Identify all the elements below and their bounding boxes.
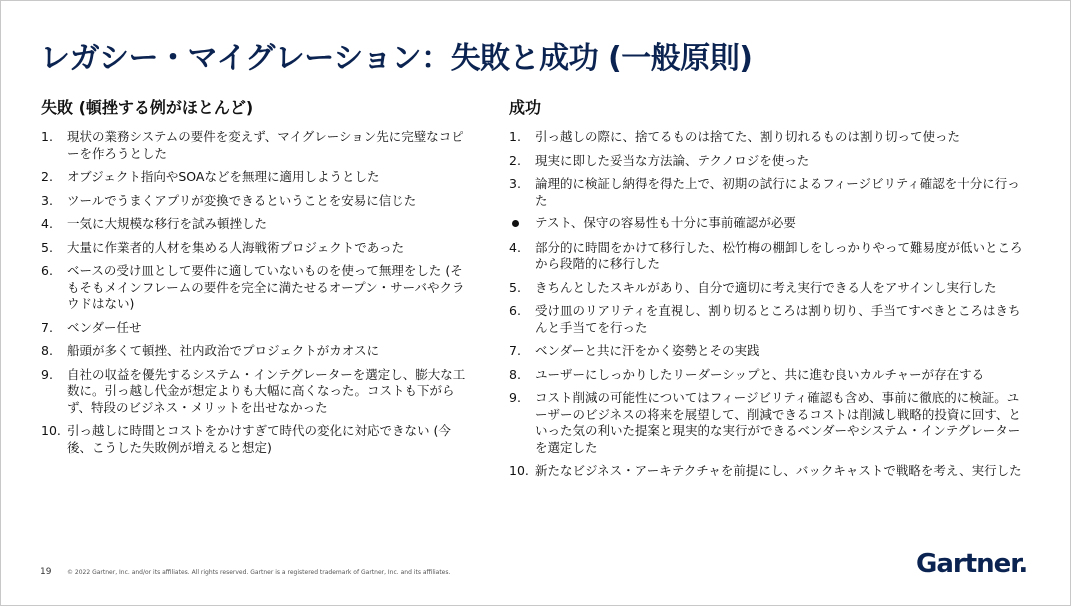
item-text: 船頭が多くて頓挫、社内政治でプロジェクトがカオスに bbox=[67, 343, 380, 358]
success-heading: 成功 bbox=[509, 98, 542, 117]
item-number: 5. bbox=[509, 279, 521, 295]
item-text: ベースの受け皿として要件に適していないものを使って無理をした (そもそもメインフレームの要件を完全に満たせるオープン・サーバやクラウドはない) bbox=[67, 263, 465, 311]
success-item bbox=[509, 129, 1027, 146]
success-item bbox=[509, 343, 1027, 360]
failure-item bbox=[41, 216, 471, 233]
item-text: 部分的に時間をかけて移行した、松竹梅の棚卸しをしっかりやって難易度が低いところから段階的に移行した bbox=[535, 239, 1023, 271]
item-text: 新たなビジネス・アーキテクチャを前提にし、バックキャストで戦略を考え、実行した bbox=[535, 463, 1022, 478]
failure-item bbox=[41, 263, 471, 313]
success-list bbox=[509, 129, 1027, 480]
item-number: 6. bbox=[509, 303, 521, 318]
success-item bbox=[509, 153, 1027, 170]
item-text: ベンダーと共に汗をかく姿勢とその実践 bbox=[535, 343, 760, 358]
success-item bbox=[509, 280, 1027, 297]
copyright-notice: © 2022 Gartner, Inc. and/or its affiliates. All rights reserved. Gartner is a registered trademark of Gartner, Inc. and its affiliates. bbox=[67, 569, 451, 576]
gartner-logo bbox=[916, 549, 1027, 579]
success-item bbox=[509, 176, 1027, 209]
bullet-icon bbox=[512, 220, 519, 227]
success-item bbox=[509, 303, 1027, 336]
failure-column bbox=[41, 95, 471, 463]
item-text: 自社の収益を優先するシステム・インテグレーターを選定し、膨大な工数に。引っ越し代金が想定よりも大幅に高くなった。コストも下がらず、特段のビジネス・メリットを出せなかった bbox=[67, 366, 466, 415]
item-number: 3. bbox=[41, 192, 53, 208]
failure-item bbox=[41, 343, 471, 360]
success-item bbox=[509, 463, 1027, 480]
item-number: 10. bbox=[509, 463, 529, 478]
item-number: 2. bbox=[509, 152, 521, 168]
slide-title: レガシー・マイグレーション：失敗と成功 (一般原則) bbox=[40, 41, 753, 76]
failure-item bbox=[41, 169, 471, 186]
item-text: ツールでうまくアプリが変換できるということを安易に信じた bbox=[67, 192, 417, 208]
item-number: 5. bbox=[41, 239, 53, 255]
item-number: 6. bbox=[41, 263, 53, 278]
success-sub-bullet bbox=[509, 215, 1027, 232]
item-number: 8. bbox=[41, 343, 53, 358]
failure-item bbox=[41, 320, 471, 337]
item-number: 2. bbox=[41, 169, 53, 184]
item-text: 一気に大規模な移行を試み頓挫した bbox=[67, 216, 268, 231]
item-number: 9. bbox=[41, 366, 53, 382]
failure-list bbox=[41, 129, 471, 456]
item-number: 7. bbox=[509, 343, 521, 358]
success-item bbox=[509, 390, 1027, 456]
item-text: 大量に作業者的人材を集める人海戦術プロジェクトであった bbox=[67, 239, 405, 255]
item-number: 1. bbox=[509, 129, 521, 144]
failure-item bbox=[41, 423, 471, 456]
item-text: 受け皿のリアリティを直視し、割り切るところは割り切り、手当てすべきところはきちんと手当てを行った bbox=[535, 303, 1021, 335]
item-text: きちんとしたスキルがあり、自分で適切に考え実行できる人をアサインし実行した bbox=[535, 279, 997, 295]
sub-bullet-text: テスト、保守の容易性も十分に事前確認が必要 bbox=[535, 215, 796, 230]
item-text: 引っ越しに時間とコストをかけすぎて時代の変化に対応できない (今後、こうした失敗例が増えると想定) bbox=[67, 423, 451, 455]
success-item bbox=[509, 367, 1027, 384]
logo-text: Gartner bbox=[916, 549, 1019, 579]
item-text: オブジェクト指向やSOAなどを無理に適用しようとした bbox=[67, 169, 380, 184]
item-text: ベンダー任せ bbox=[67, 319, 142, 335]
item-text: 現状の業務システムの要件を変えず、マイグレーション先に完璧なコピーを作ろうとした bbox=[67, 129, 464, 161]
item-text: 論理的に検証し納得を得た上で、初期の試行によるフィージビリティ確認を十分に行った bbox=[535, 176, 1020, 208]
success-item bbox=[509, 240, 1027, 273]
item-number: 1. bbox=[41, 129, 53, 144]
logo-dot: . bbox=[1018, 549, 1028, 579]
failure-item bbox=[41, 129, 471, 162]
success-column bbox=[509, 95, 1027, 487]
item-number: 4. bbox=[509, 239, 521, 255]
failure-heading: 失敗 (頓挫する例がほとんど) bbox=[41, 98, 254, 117]
item-number: 4. bbox=[41, 216, 53, 231]
failure-item bbox=[41, 240, 471, 257]
failure-item bbox=[41, 367, 471, 417]
item-text: 現実に即した妥当な方法論、テクノロジを使った bbox=[535, 152, 810, 168]
item-text: コスト削減の可能性についてはフィージビリティ確認も含め、事前に徹底的に検証。ユーザーのビジネスの将来を展望して、削減できるコストは削減し戦略的投資に回す、といった気の利いた提案と現実的な実行ができるベンダーやシステム・インテグレーターを選定した bbox=[535, 390, 1021, 455]
page-number: 19 bbox=[40, 567, 52, 577]
item-text: ユーザーにしっかりしたリーダーシップと、共に進む良いカルチャーが存在する bbox=[535, 366, 985, 382]
failure-item bbox=[41, 193, 471, 210]
item-number: 8. bbox=[509, 366, 521, 382]
item-number: 3. bbox=[509, 176, 521, 191]
item-number: 10. bbox=[41, 423, 61, 438]
item-text: 引っ越しの際に、捨てるものは捨てた、割り切れるものは割り切って使った bbox=[535, 129, 961, 144]
item-number: 9. bbox=[509, 390, 521, 405]
item-number: 7. bbox=[41, 319, 53, 335]
